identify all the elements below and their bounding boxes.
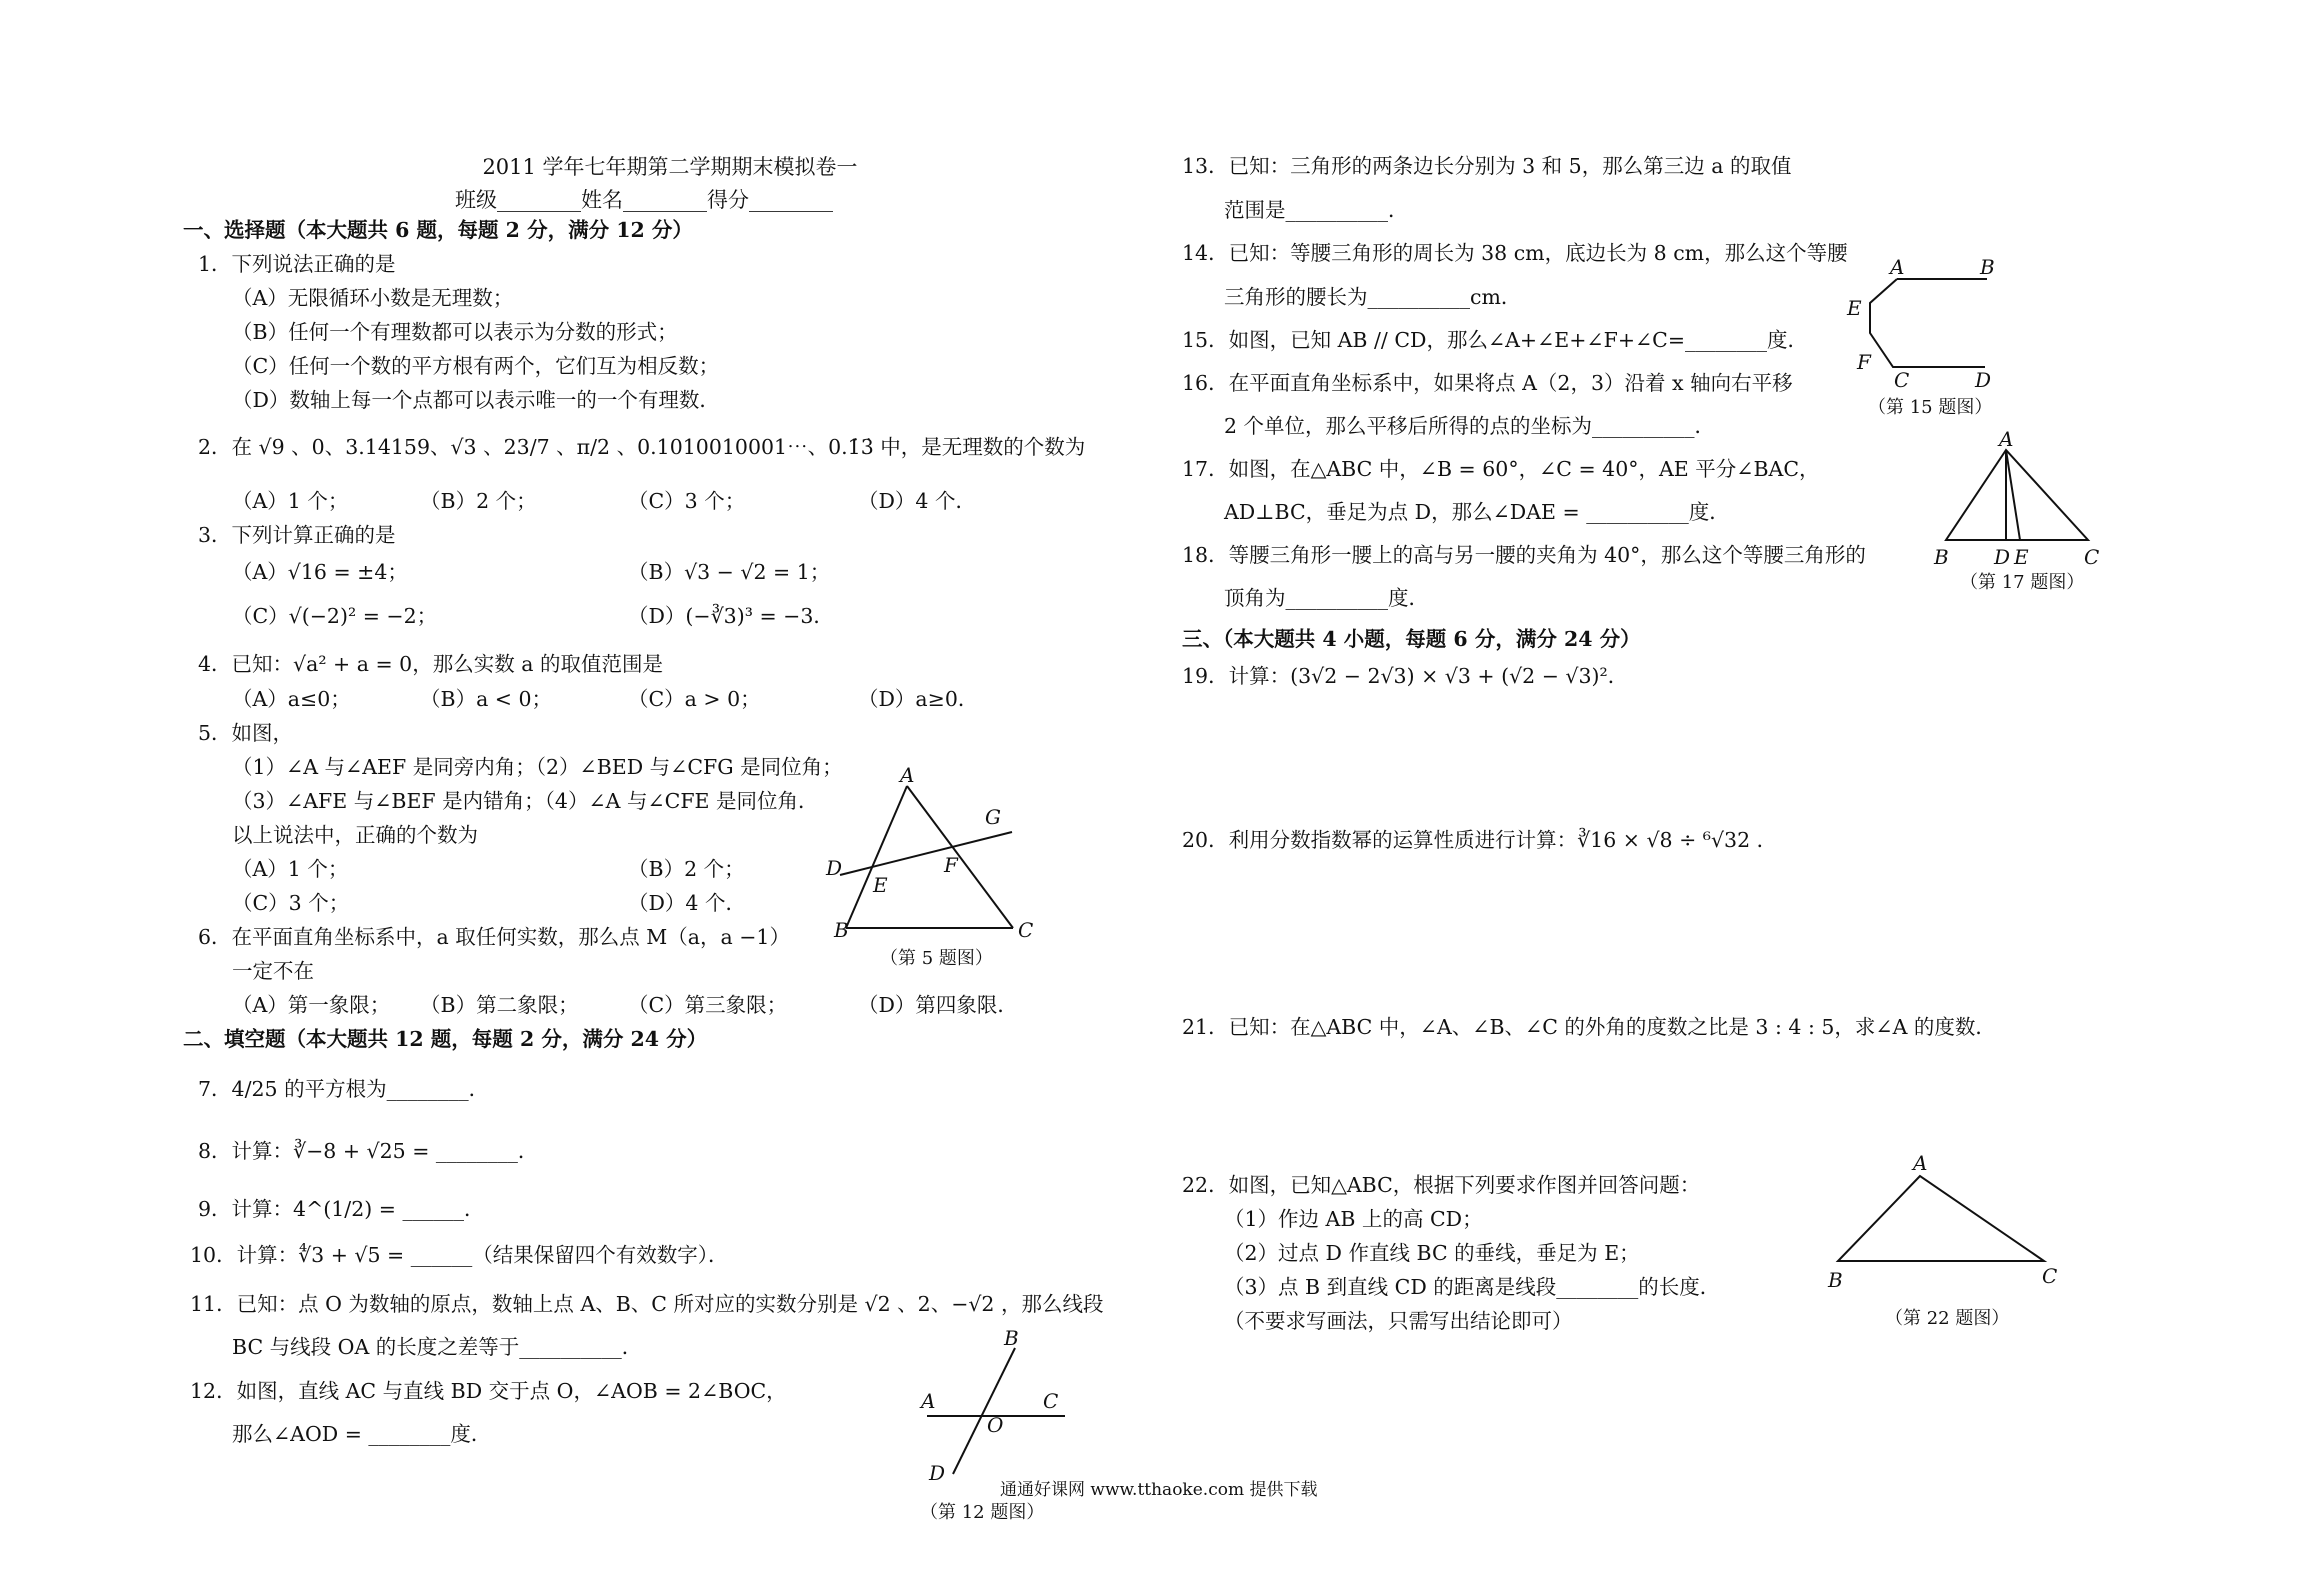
- question-18-line-2: 顶角为__________度．: [1224, 586, 1429, 610]
- fig15-label-b: B: [1980, 255, 1995, 279]
- fig5-label-c: C: [1018, 918, 1034, 942]
- q5-option-d: （D）4 个．: [628, 891, 746, 915]
- figure-12-caption: （第 12 题图）: [920, 1502, 1045, 1523]
- question-16: 16．在平面直角坐标系中，如果将点 A（2，3）沿着 x 轴向右平移: [1182, 371, 1793, 395]
- fig22-label-c: C: [2042, 1264, 2058, 1288]
- figure-15-parallel-lines: [1835, 255, 2010, 395]
- q2-option-a: （A）1 个；: [232, 489, 349, 513]
- fig17-label-e: E: [2014, 545, 2029, 569]
- q6-option-d: （D）第四象限．: [858, 993, 1018, 1017]
- question-4: 4．已知：√a² + a = 0，那么实数 a 的取值范围是: [198, 652, 663, 676]
- fig12-label-b: B: [1004, 1326, 1019, 1350]
- fig12-label-c: C: [1043, 1389, 1059, 1413]
- question-16-line-2: 2 个单位，那么平移后所得的点的坐标为__________．: [1224, 414, 1716, 438]
- figure-17-triangle: [1928, 427, 2108, 569]
- fig15-label-a: A: [1890, 255, 1905, 279]
- question-18: 18．等腰三角形一腰上的高与另一腰的夹角为 40°，那么这个等腰三角形的: [1182, 543, 1866, 567]
- fig17-label-b: B: [1934, 545, 1949, 569]
- q1-option-a: （A）无限循环小数是无理数；: [232, 286, 514, 310]
- figure-22-triangle: [1818, 1150, 2078, 1300]
- fig5-label-e: E: [873, 873, 888, 897]
- question-22: 22．如图，已知△ABC，根据下列要求作图并回答问题：: [1182, 1173, 1701, 1197]
- fig5-label-f: F: [944, 853, 958, 877]
- fig17-label-c: C: [2084, 545, 2100, 569]
- fig5-label-b: B: [834, 918, 849, 942]
- figure-5-caption: （第 5 题图）: [880, 948, 993, 969]
- question-13-line-2: 范围是__________．: [1224, 198, 1409, 222]
- q6-option-c: （C）第三象限；: [628, 993, 788, 1017]
- q4-option-d: （D）a≥0．: [858, 687, 979, 711]
- q5-statement-1: （1）∠A 与∠AEF 是同旁内角；（2）∠BED 与∠CFG 是同位角；: [232, 755, 843, 779]
- fig15-label-f: F: [1857, 350, 1871, 374]
- student-info-fields: 班级________姓名________得分________: [455, 188, 833, 212]
- q6-line-2: 一定不在: [232, 959, 314, 983]
- q2-option-c: （C）3 个；: [628, 489, 746, 513]
- q3-option-d: （D）(−∛3)³ = −3．: [628, 604, 834, 628]
- question-13: 13．已知：三角形的两条边长分别为 3 和 5，那么第三边 a 的取值: [1182, 154, 1792, 178]
- q4-option-b: （B）a < 0；: [420, 687, 553, 711]
- question-11-line-2: BC 与线段 OA 的长度之差等于__________．: [232, 1335, 643, 1359]
- question-14: 14．已知：等腰三角形的周长为 38 cm，底边长为 8 cm，那么这个等腰: [1182, 241, 1848, 265]
- question-19: 19．计算：(3√2 − 2√3) × √3 + (√2 − √3)²．: [1182, 664, 1629, 688]
- section-heading-2: 二、填空题（本大题共 12 题，每题 2 分，满分 24 分）: [183, 1027, 708, 1051]
- q2-option-d: （D）4 个．: [858, 489, 976, 513]
- figure-17-caption: （第 17 题图）: [1960, 572, 2085, 593]
- figure-5-triangle: [820, 763, 1034, 955]
- fig12-label-d: D: [929, 1461, 946, 1485]
- question-3: 3．下列计算正确的是: [198, 523, 396, 547]
- question-9: 9．计算：4^(1/2) = ______．: [198, 1197, 485, 1221]
- question-15: 15．如图，已知 AB // CD，那么∠A+∠E+∠F+∠C=________度．: [1182, 328, 1809, 352]
- question-14-line-2: 三角形的腰长为__________cm．: [1224, 285, 1522, 309]
- fig15-label-c: C: [1894, 368, 1910, 392]
- section-heading-3: 三、（本大题共 4 小题，每题 6 分，满分 24 分）: [1182, 627, 1641, 651]
- q6-option-a: （A）第一象限；: [232, 993, 391, 1017]
- q1-option-d: （D）数轴上每一个点都可以表示唯一的一个有理数．: [232, 388, 720, 412]
- fig15-label-e: E: [1847, 296, 1862, 320]
- question-12: 12．如图，直线 AC 与直线 BD 交于点 O，∠AOB = 2∠BOC，: [190, 1379, 787, 1403]
- q22-note: （不要求写画法，只需写出结论即可）: [1224, 1309, 1573, 1333]
- fig12-label-o: O: [987, 1413, 1004, 1437]
- question-8: 8．计算：∛−8 + √25 = ________．: [198, 1139, 539, 1163]
- q22-step-2: （2）过点 D 作直线 BC 的垂线，垂足为 E；: [1224, 1241, 1640, 1265]
- question-5: 5．如图，: [198, 721, 294, 745]
- question-6: 6．在平面直角坐标系中，a 取任何实数，那么点 M（a，a −1）: [198, 925, 790, 949]
- question-21: 21．已知：在△ABC 中，∠A、∠B、∠C 的外角的度数之比是 3 : 4 : 5，求∠A 的度数．: [1182, 1015, 1996, 1039]
- fig5-label-a: A: [900, 763, 915, 787]
- q3-option-b: （B）√3 − √2 = 1；: [628, 560, 831, 584]
- figure-15-caption: （第 15 题图）: [1868, 397, 1993, 418]
- download-source-footer: 通通好课网 www.tthaoke.com 提供下载: [1000, 1480, 1318, 1500]
- q1-option-c: （C）任何一个数的平方根有两个，它们互为相反数；: [232, 354, 720, 378]
- q5-option-b: （B）2 个；: [628, 857, 745, 881]
- question-10: 10．计算：∜3 + √5 = ______（结果保留四个有效数字）．: [190, 1243, 729, 1267]
- section-heading-1: 一、选择题（本大题共 6 题，每题 2 分，满分 12 分）: [183, 218, 693, 242]
- question-11: 11．已知：点 O 为数轴的原点，数轴上点 A、B、C 所对应的实数分别是 √2 、2、−√2 ，那么线段: [190, 1292, 1104, 1316]
- question-17: 17．如图，在△ABC 中，∠B = 60°，∠C = 40°，AE 平分∠BAC，: [1182, 457, 1820, 481]
- q5-statement-2: （3）∠AFE 与∠BEF 是内错角；（4）∠A 与∠CFE 是同位角．: [232, 789, 819, 813]
- q1-option-b: （B）任何一个有理数都可以表示为分数的形式；: [232, 320, 678, 344]
- question-17-line-2: AD⊥BC，垂足为点 D，那么∠DAE = __________度．: [1224, 500, 1730, 524]
- question-20: 20．利用分数指数幂的运算性质进行计算：∛16 × √8 ÷ ⁶√32 ．: [1182, 828, 1778, 852]
- fig17-label-a: A: [1999, 427, 2014, 451]
- figure-22-caption: （第 22 题图）: [1885, 1308, 2010, 1329]
- question-1: 1．下列说法正确的是: [198, 252, 396, 276]
- q3-option-a: （A）√16 = ±4；: [232, 560, 408, 584]
- q5-statement-3: 以上说法中，正确的个数为: [232, 823, 478, 847]
- question-2: 2．在 √9 、0、3.14159、√3 、23/7 、π/2 、0.1010010001⋯、0.1̇3̇ 中，是无理数的个数为: [198, 435, 1086, 459]
- figure-12-intersecting-lines: [915, 1326, 1085, 1490]
- q6-option-b: （B）第二象限；: [420, 993, 579, 1017]
- fig22-label-a: A: [1913, 1151, 1928, 1175]
- page-title: 2011 学年七年期第二学期期末模拟卷一: [482, 155, 858, 179]
- q3-option-c: （C）√(−2)² = −2；: [232, 604, 438, 628]
- q22-step-1: （1）作边 AB 上的高 CD；: [1224, 1207, 1483, 1231]
- q4-option-c: （C）a > 0；: [628, 687, 761, 711]
- q4-option-a: （A）a≤0；: [232, 687, 351, 711]
- q5-option-a: （A）1 个；: [232, 857, 349, 881]
- fig17-label-d: D: [1994, 545, 2011, 569]
- fig15-label-d: D: [1975, 368, 1992, 392]
- fig22-label-b: B: [1828, 1268, 1843, 1292]
- q2-option-b: （B）2 个；: [420, 489, 537, 513]
- q5-option-c: （C）3 个；: [232, 891, 350, 915]
- fig5-label-g: G: [985, 805, 1001, 829]
- question-12-line-2: 那么∠AOD = ________度．: [232, 1422, 492, 1446]
- fig5-label-d: D: [826, 856, 843, 880]
- fig12-label-a: A: [921, 1389, 936, 1413]
- question-7: 7．4/25 的平方根为________．: [198, 1077, 490, 1101]
- q22-step-3: （3）点 B 到直线 CD 的距离是线段________的长度．: [1224, 1275, 1721, 1299]
